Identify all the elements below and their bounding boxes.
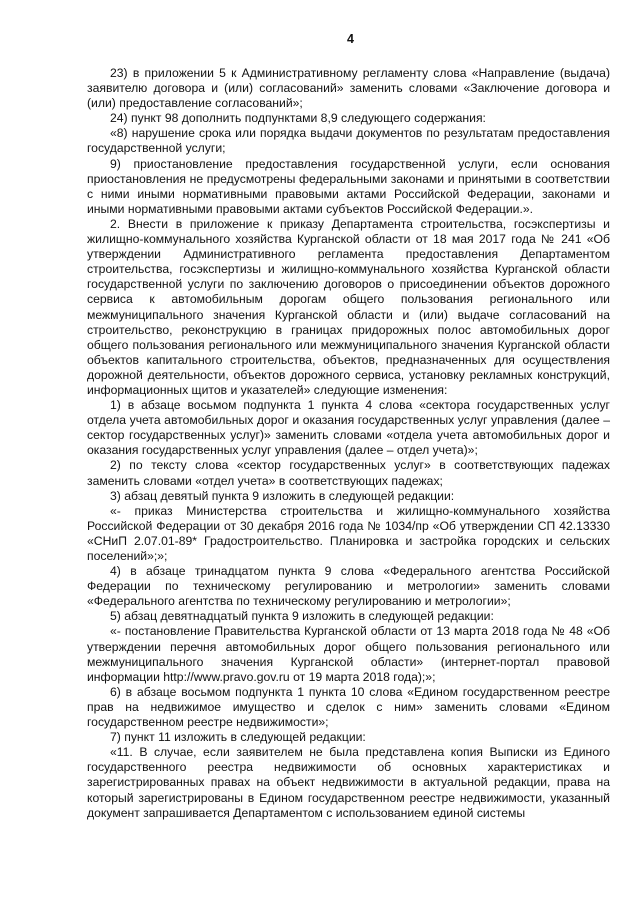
paragraph-change-5-text: «- постановление Правительства Курганской области от 13 марта 2018 года № 48 «Об утверждении перечня автомобильных дорог общего пользования регионального или межмуниципального значения Курганской области» (интернет-портал правовой информации http://www.pravo.gov.ru от 19 марта 2018 года);»; xyxy=(87,624,610,684)
paragraph-change-6: 6) в абзаце восьмом подпункта 1 пункта 10 слова «Едином государственном реестре прав на недвижимое имущество и сделок с ним» заменить словами «Едином государственном реестре недвижимости»; xyxy=(87,684,610,730)
paragraph-section-2: 2. Внести в приложение к приказу Департамента строительства, госэкспертизы и жилищно-коммунального хозяйства Курганской области от 18 мая 2017 года № 241 «Об утверждении Административного регламента предоставления Департаментом строительства, госэкспертизы и жилищно-коммунального хозяйства Курганской области государственной услуги по заключению договоров о присоединении объектов дорожного сервиса к автомобильным дорогам общего пользования регионального или межмуниципального значения Курганской области и (или) выдаче согласований на строительство, реконструкцию в границах придорожных полос автомобильных дорог общего пользования регионального или межмуниципального значения Курганской области объектов капитального строительства, объектов, предназначенных для осуществления дорожной деятельности, объектов дорожного сервиса, установку рекламных конструкций, информационных щитов и указателей» следующие изменения: xyxy=(87,216,610,397)
paragraph-point-11: «11. В случае, если заявителем не была представлена копия Выписки из Единого государственного реестра недвижимости об основных характеристиках и зарегистрированных правах на объект недвижимости в актуальной редакции, права на который зарегистрированы в Едином государственном реестре недвижимости, указанный документ запрашивается Департаментом с использованием единой системы xyxy=(87,745,610,820)
paragraph-change-2: 2) по тексту слова «сектор государственных услуг» в соответствующих падежах заменить словами «отдел учета» в соответствующих падежах; xyxy=(87,458,610,488)
paragraph-item-23: 23) в приложении 5 к Административному регламенту слова «Направление (выдача) заявителю договора и (или) согласований» заменить словами «Заключение договора и (или) предоставление согласований»; xyxy=(87,66,610,111)
paragraph-change-3: 3) абзац девятый пункта 9 изложить в следующей редакции: xyxy=(110,488,455,503)
paragraph-item-24: 24) пункт 98 дополнить подпунктами 8,9 следующего содержания: xyxy=(110,111,486,126)
paragraph-change-1: 1) в абзаце восьмом подпункта 1 пункта 4 слова «сектора государственных услуг отдела учета автомобильных дорог и оказания государственных услуг управления (далее – сектор государственных услуг)» заменить словами «отдела учета автомобильных дорог и оказания государственных услуг управления (далее – отдел учета)»; xyxy=(87,398,610,458)
paragraph-change-3-text: «- приказ Министерства строительства и жилищно-коммунального хозяйства Российской Федерации от 30 декабря 2016 года № 1034/пр «Об утверждении СП 42.13330 «СНиП 2.07.01-89* Градостроительство. Планировка и застройка городских и сельских поселений»;»; xyxy=(87,503,610,563)
paragraph-change-7: 7) пункт 11 изложить в следующей редакции: xyxy=(110,730,366,745)
paragraph-change-5: 5) абзац девятнадцатый пункта 9 изложить в следующей редакции: xyxy=(110,609,494,624)
paragraph-change-4: 4) в абзаце тринадцатом пункта 9 слова «Федерального агентства Российской Федерации по техническому регулированию и метрологии» заменить словами «Федерального агентства по техническому регулированию и метрологии»; xyxy=(87,564,610,609)
page-number: 4 xyxy=(347,32,354,46)
paragraph-subitem-9: 9) приостановление предоставления государственной услуги, если основания приостановления не предусмотрены федеральными законами и принятыми в соответствии с ними иными нормативными правовыми актами Российской Федерации, законами и иными нормативными правовыми актами субъектов Российской Федерации.». xyxy=(87,156,610,216)
paragraph-subitem-8: «8) нарушение срока или порядка выдачи документов по результатам предоставления государственной услуги; xyxy=(87,126,610,156)
